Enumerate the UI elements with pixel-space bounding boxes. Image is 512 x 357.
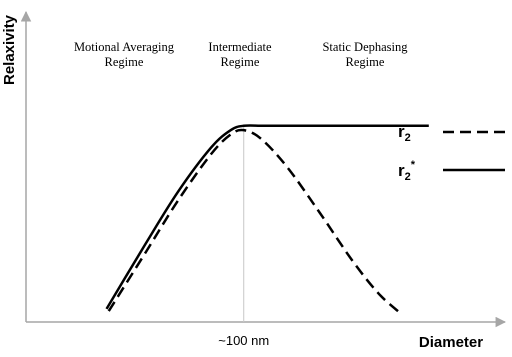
legend-label-r2-star: $r_2^*$ bbox=[398, 159, 416, 183]
series-group bbox=[107, 125, 429, 313]
y-axis-title: Relaxivity bbox=[1, 14, 18, 86]
regime-label-static-line2: Regime bbox=[345, 55, 385, 69]
regime-label-motional-line1: Motional Averaging bbox=[73, 40, 175, 54]
regime-label-intermediate-line2: Regime bbox=[220, 55, 260, 69]
series-line-r2-star bbox=[107, 125, 429, 308]
series-line-r2 bbox=[109, 130, 401, 313]
regime-label-motional-line2: Regime bbox=[104, 55, 144, 69]
legend-label-r2: $r_2$ bbox=[398, 122, 411, 144]
regime-label-static-line1: Static Dephasing bbox=[322, 40, 408, 54]
x-axis-title: Diameter bbox=[418, 334, 484, 351]
regime-label-intermediate-line1: Intermediate bbox=[208, 40, 272, 54]
x-tick-label: ~100 nm bbox=[218, 333, 270, 348]
legend bbox=[398, 122, 505, 183]
